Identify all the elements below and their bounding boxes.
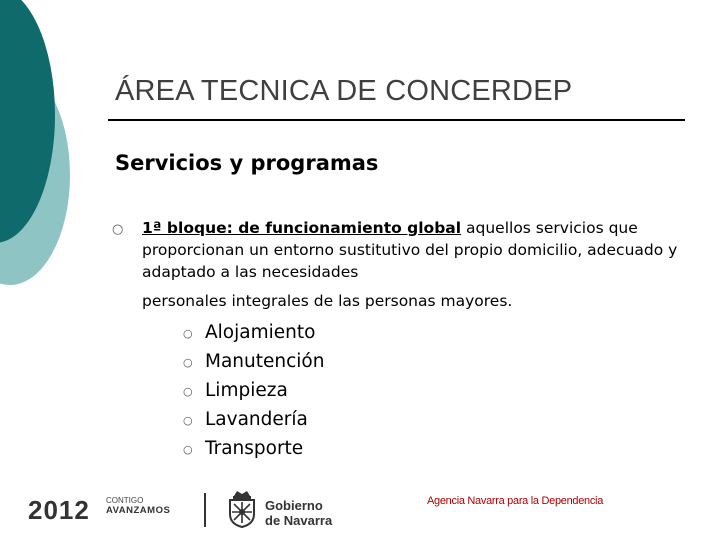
bullet-marker: ○ [183, 355, 193, 369]
list-item-label: Lavandería [205, 409, 308, 430]
slogan-line2: AVANZAMOS [106, 505, 171, 516]
list-item-label: Manutención [205, 351, 325, 372]
bullet-marker: ○ [183, 413, 193, 427]
government-line2: de Navarra [265, 513, 333, 528]
government-line1: Gobierno [265, 498, 323, 513]
bullet-lead: 1ª bloque: de funcionamiento global [142, 219, 462, 237]
list-item [183, 405, 324, 434]
list-item [183, 434, 324, 463]
bullet-marker: ○ [183, 384, 193, 398]
bullet-marker: ○ [183, 326, 193, 340]
page-title: ÁREA TECNICA DE CONCERDEP [115, 75, 573, 107]
bullet-last-line: personales integrales de las personas mayores. [142, 292, 513, 310]
list-item [183, 376, 324, 405]
list-item [183, 318, 324, 347]
year-logo: 2012 [28, 495, 90, 525]
decorative-shapes [0, 0, 120, 300]
footer-divider [204, 493, 206, 527]
services-list [183, 318, 324, 463]
agency-name: Agencia Navarra para la Dependencia [427, 495, 604, 507]
title-divider [108, 119, 685, 121]
bullet-marker: ○ [112, 222, 124, 237]
list-item-label: Limpieza [205, 380, 288, 401]
bullet-marker: ○ [183, 442, 193, 456]
bullet-paragraph [142, 217, 702, 312]
bullet-text: aquellos servicios que proporcionan un entorno sustitutivo del propio domicilio, adecuado y adaptado a las necesidades [142, 219, 678, 281]
list-item [183, 347, 324, 376]
section-subtitle: Servicios y programas [115, 151, 379, 175]
slogan [106, 496, 170, 516]
list-item-label: Alojamiento [205, 322, 316, 343]
slogan-line1: CONTIGO [106, 496, 144, 505]
gobierno-navarra-logo [265, 498, 332, 528]
list-item-label: Transporte [205, 438, 304, 459]
navarra-coat-of-arms-icon [225, 490, 259, 528]
